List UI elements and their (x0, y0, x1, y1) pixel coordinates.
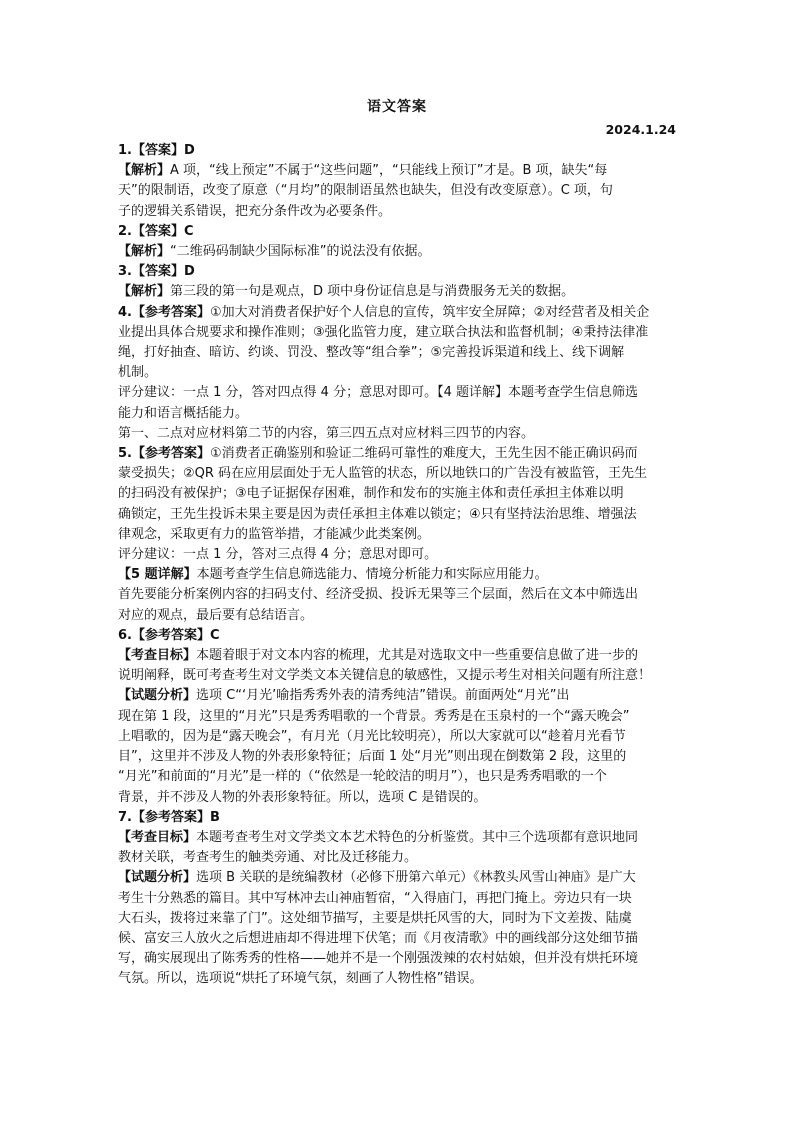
line-text: 选项 C“‘月光’喻指秀秀外表的清秀纯洁”错误。前面两处“月光”出 (196, 688, 570, 704)
text-line (118, 585, 676, 605)
line-label: 2.【答案】C (118, 223, 194, 239)
text-line (118, 707, 676, 727)
text-line (118, 525, 676, 545)
line-text: 上唱歌的，因为是“露天晚会”，有月光（月光比较明亮），所以大家就可以“趁着月光看节 (118, 728, 626, 744)
text-line (118, 727, 676, 747)
text-line (118, 141, 676, 161)
text-line (118, 444, 676, 464)
text-line (118, 424, 676, 444)
line-text: 选项 B 关联的是统编教材（必修下册第六单元）《林教头风雪山神庙》是广大 (196, 870, 636, 886)
text-line (118, 323, 676, 343)
text-line (118, 343, 676, 363)
line-text: 本题考查考生对文学类文本艺术特色的分析鉴赏。其中三个选项都有意识地同 (196, 829, 639, 845)
line-text: 候、富安三人放火之后想进庙却不得进埋下伏笔；而《月夜清歌》中的画线部分这处细节描 (118, 930, 639, 946)
line-text: 大石头，拨将过来靠了门”。这处细节描写，主要是烘托风雪的大，同时为下文差拨、陆虞 (118, 910, 632, 926)
line-text: 气氛。所以，选项说“烘托了环境气氛，刻画了人物性格”错误。 (118, 971, 483, 987)
line-text: 背景，并不涉及人物的外表形象特征。所以，选项 C 是错误的。 (118, 789, 487, 805)
line-text: 第三段的第一句是观点，D 项中身份证信息是与消费服务无关的数据。 (170, 284, 575, 300)
line-text: ①加大对消费者保护好个人信息的宣传，筑牢安全屏障；②对经营者及相关企 (209, 304, 650, 320)
text-line (118, 889, 676, 909)
text-line (118, 767, 676, 787)
line-label: 3.【答案】D (118, 264, 195, 280)
text-line (118, 464, 676, 484)
line-label: 【解析】 (118, 163, 171, 179)
line-text: 考生十分熟悉的篇目。其中写林冲去山神庙暂宿，“入得庙门，再把门掩上。旁边只有一块 (118, 890, 632, 906)
line-text: 说明阐释，既可考查考生对文学类文本关键信息的敏感性，又提示考生对相关问题有所注意！ (118, 668, 652, 684)
line-label: 【5 题详解】 (118, 567, 197, 583)
line-text: 蒙受损失；②QR 码在应用层面处于无人监管的状态，所以地铁口的广告没有被监管，王先生 (118, 466, 648, 482)
text-line (118, 626, 676, 646)
line-text: 现在第 1 段，这里的“月光”只是秀秀唱歌的一个背景。秀秀是在玉泉村的一个“露天晚会” (118, 708, 630, 724)
line-text: 第一、二点对应材料第二节的内容，第三四五点对应材料三四节的内容。 (118, 425, 535, 441)
line-text: 确锁定，王先生投诉未果主要是因为责任承担主体难以锁定；④只有坚持法治思维、增强法 (118, 506, 637, 522)
line-text: ①消费者正确鉴别和验证二维码可靠性的难度大，王先生因不能正确识码而 (209, 446, 638, 462)
line-label: 4.【参考答案】 (118, 304, 210, 320)
line-label: 7.【参考答案】B (118, 809, 220, 825)
text-line (118, 303, 676, 323)
line-text: 的扫码没有被保护；③电子证据保存困难，制作和发布的实施主体和责任承担主体难以明 (118, 486, 624, 502)
line-label: 5.【参考答案】 (118, 446, 210, 462)
text-line (118, 505, 676, 525)
document-title: 语文答案 (367, 99, 427, 115)
text-line (118, 606, 676, 626)
text-line (118, 646, 676, 666)
text-line (118, 262, 676, 282)
line-text: 首先要能分析案例内容的扫码支付、经济受损、投诉无果等三个层面，然后在文本中筛选出 (118, 587, 639, 603)
line-text: 对应的观点，最后要有总结语言。 (118, 607, 314, 623)
text-line (118, 909, 676, 929)
text-line (118, 686, 676, 706)
text-line (118, 161, 676, 181)
text-line (118, 828, 676, 848)
line-text: 子的逻辑关系错误，把充分条件改为必要条件。 (118, 203, 392, 219)
text-line (118, 181, 676, 201)
text-line (118, 242, 676, 262)
text-line (118, 929, 676, 949)
text-line (118, 666, 676, 686)
text-line (118, 949, 676, 969)
line-label: 【解析】 (118, 244, 171, 260)
text-line (118, 808, 676, 828)
text-line (118, 404, 676, 424)
line-label: 【试题分析】 (118, 870, 197, 886)
line-text: A 项，“线上预定”不属于“这些问题”，“只能线上预订”才是。B 项，缺失“每 (170, 163, 608, 179)
line-text: 本题考查学生信息筛选能力、情境分析能力和实际应用能力。 (196, 567, 548, 583)
answer-document (118, 96, 676, 990)
line-text: “二维码码制缺少国际标准”的说法没有依据。 (170, 244, 431, 260)
line-text: 机制。 (118, 365, 158, 381)
line-text: “月光”和前面的“月光”是一样的（“依然是一轮皎洁的明月”），也只是秀秀唱歌的一个 (118, 769, 607, 785)
text-line (118, 868, 676, 888)
text-line (118, 848, 676, 868)
text-line (118, 969, 676, 989)
text-line (118, 484, 676, 504)
text-line (118, 202, 676, 222)
text-line (118, 788, 676, 808)
text-line (118, 222, 676, 242)
line-text: 教材关联，考查考生的触类旁通、对比及迁移能力。 (118, 850, 418, 866)
line-text: 本题着眼于对文本内容的梳理，尤其是对选取文中一些重要信息做了进一步的 (196, 648, 639, 664)
line-text: 律观念，采取更有力的监管举措，才能减少此类案例。 (118, 526, 431, 542)
text-line (118, 383, 676, 403)
line-text: 业提出具体合规要求和操作准则；③强化监管力度，建立联合执法和监督机制；④秉持法律准 (118, 324, 649, 340)
line-text: 评分建议：一点 1 分，答对三点得 4 分；意思对即可。 (118, 547, 438, 563)
document-date: 2024.1.24 (605, 122, 676, 137)
document-body (118, 141, 676, 990)
line-text: 目”，这里并不涉及人物的外表形象特征；后面 1 处“月光”则出现在倒数第 2 段，这里的 (118, 749, 627, 765)
line-text: 绳，打好抽查、暗访、约谈、罚没、整改等“组合拳”；⑤完善投诉渠道和线上、线下调解 (118, 345, 625, 361)
line-text: 天”的限制语，改变了原意（“月均”的限制语虽然也缺失，但没有改变原意）。C 项，句 (118, 183, 613, 199)
text-line (118, 282, 676, 302)
text-line (118, 747, 676, 767)
line-text: 评分建议：一点 1 分，答对四点得 4 分；意思对即可。【4 题详解】本题考查学生信息筛选 (118, 385, 638, 401)
line-label: 【试题分析】 (118, 688, 197, 704)
line-label: 【考查目标】 (118, 829, 197, 845)
line-text: 写，确实展现出了陈秀秀的性格——她并不是一个刚强泼辣的农村姑娘，但并没有烘托环境 (118, 951, 639, 967)
line-label: 6.【参考答案】C (118, 627, 220, 643)
text-line (118, 545, 676, 565)
line-text: 能力和语言概括能力。 (118, 405, 249, 421)
text-line (118, 363, 676, 383)
line-label: 【解析】 (118, 284, 171, 300)
line-label: 【考查目标】 (118, 648, 197, 664)
line-label: 1.【答案】D (118, 143, 195, 158)
text-line (118, 565, 676, 585)
